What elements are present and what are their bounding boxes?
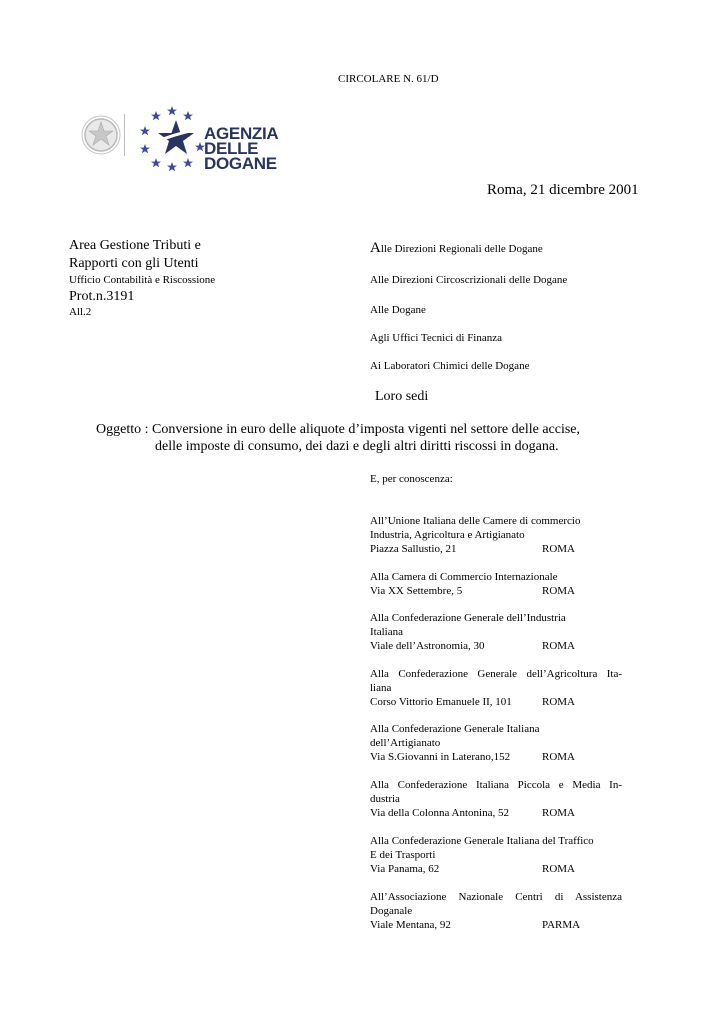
cc-item-7-street: Via Panama, 62 (370, 863, 440, 875)
cc-intro: E, per conoscenza: (370, 473, 453, 485)
cc-item-6-street: Via della Colonna Antonina, 52 (370, 807, 509, 819)
recipient-1-text: lle Direzioni Regionali delle Dogane (380, 243, 543, 255)
cc-item-2-city: ROMA (542, 585, 576, 597)
subject-line-2: delle imposte di consumo, dei dazi e degli altri diritti riscossi in dogana. (155, 439, 559, 454)
cc-item-3-city: ROMA (542, 640, 576, 652)
agency-logo (80, 104, 285, 174)
cc-item-5-city: ROMA (542, 751, 576, 763)
protocol-number: Prot.n.3191 (69, 289, 135, 304)
logo-line-2: DELLE (204, 139, 259, 158)
cc-item-4 (370, 667, 622, 709)
sender-line-1: Area Gestione Tributi e (69, 238, 201, 253)
republic-emblem-icon (80, 114, 122, 156)
document-date: Roma, 21 dicembre 2001 (487, 182, 639, 198)
sender-line-2: Rapporti con gli Utenti (69, 256, 199, 271)
circular-number: CIRCOLARE N. 61/D (338, 73, 439, 85)
cc-item-7 (370, 834, 622, 876)
cc-item-6-line-1: Alla Confederazione Italiana Piccola e Media In- (370, 779, 622, 791)
logo-line-3: DOGANE (204, 154, 277, 173)
cc-item-7-line-1: Alla Confederazione Generale Italiana del Traffico (370, 835, 594, 847)
cc-item-3 (370, 611, 622, 653)
cc-item-8-city: PARMA (542, 919, 581, 931)
cc-item-8-line-1: All’Associazione Nazionale Centri di Assistenza (370, 891, 622, 903)
cc-item-4-line-1: Alla Confederazione Generale dell’Agricoltura Ita- (370, 668, 622, 680)
cc-item-7-line-2: E dei Trasporti (370, 849, 436, 861)
cc-item-6 (370, 778, 622, 820)
cc-item-4-street: Corso Vittorio Emanuele II, 101 (370, 696, 512, 708)
cc-item-3-line-2: Italiana (370, 626, 403, 638)
cc-item-4-city: ROMA (542, 696, 576, 708)
cc-item-1-city: ROMA (542, 543, 576, 555)
cc-item-5-street: Via S.Giovanni in Laterano,152 (370, 751, 511, 763)
recipients-closing: Loro sedi (375, 389, 429, 404)
recipient-1-initial: A (370, 240, 381, 256)
cc-item-8-line-2: Doganale (370, 905, 413, 917)
cc-item-8-street: Viale Mentana, 92 (370, 919, 451, 931)
recipient-3: Alle Dogane (370, 304, 426, 316)
cc-item-6-city: ROMA (542, 807, 576, 819)
cc-item-1-street: Piazza Sallustio, 21 (370, 543, 457, 555)
cc-item-2 (370, 570, 622, 598)
stars-emblem-icon (136, 104, 208, 174)
recipient-2: Alle Direzioni Circoscrizionali delle Dogane (370, 274, 568, 286)
cc-item-1-line-1: All’Unione Italiana delle Camere di commercio (370, 515, 581, 527)
sender-office: Ufficio Contabilità e Riscossione (69, 274, 216, 286)
cc-item-1-line-2: Industria, Agricoltura e Artigianato (370, 529, 525, 541)
cc-item-2-street: Via XX Settembre, 5 (370, 585, 463, 597)
cc-item-3-street: Viale dell’Astronomia, 30 (370, 640, 485, 652)
cc-item-5-line-1: Alla Confederazione Generale Italiana (370, 723, 540, 735)
cc-item-7-city: ROMA (542, 863, 576, 875)
cc-item-5 (370, 722, 622, 764)
attachment-count: All.2 (69, 306, 92, 318)
cc-item-1 (370, 514, 622, 556)
cc-item-2-line-1: Alla Camera di Commercio Internazionale (370, 571, 558, 583)
recipient-4: Agli Uffici Tecnici di Finanza (370, 332, 503, 344)
cc-item-3-line-1: Alla Confederazione Generale dell’Industria (370, 612, 566, 624)
cc-item-5-line-2: dell’Artigianato (370, 737, 441, 749)
cc-item-8 (370, 890, 622, 932)
recipient-5: Ai Laboratori Chimici delle Dogane (370, 360, 530, 372)
logo-line-1: AGENZIA (204, 124, 279, 143)
recipient-1 (370, 241, 543, 256)
cc-item-4-line-2: liana (370, 682, 392, 694)
cc-item-6-line-2: dustria (370, 793, 400, 805)
subject-line-1: Oggetto : Conversione in euro delle aliquote d’imposta vigenti nel settore delle accise, (96, 422, 581, 437)
